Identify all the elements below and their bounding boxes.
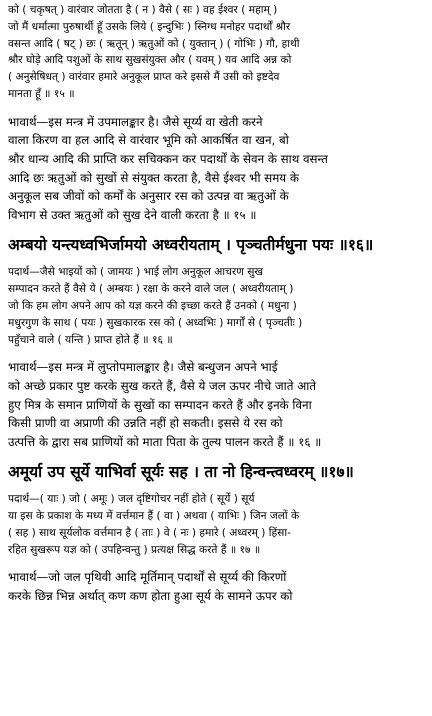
mantra-17: अमूर्या उप सूर्ये याभिर्वा सूर्यः सह । ता नो हिन्वन्त्वध्वरम् ॥१७॥	[8, 463, 354, 482]
text-line: ( अनुसेषिधत् ) वारंवार हमारे अनुकूल प्राप्त करे इससे मैं उसी को इष्टदेव	[8, 71, 280, 84]
text-line: मधुरगुण के साथ ( पयः ) सुखकारक रस को ( अध्वभिः ) मार्गों से ( पृञ्चतीः )	[8, 316, 303, 329]
text-line: को अच्छे प्रकार पुष्ट करके सुख करते हैं, वैसे ये जल ऊपर नीचे जाते आते	[8, 378, 316, 393]
text-line: जो मैं धर्मात्मा पुरुषार्थी हूँ उसके लिये ( इन्दुभिः ) स्निग्ध मनोहर पदार्थों श्रौर	[8, 20, 291, 33]
text-line: मानता हूँ ॥ १५ ॥	[8, 87, 75, 100]
text-line: जो कि हम लोग अपने आप को यज्ञ करने की इच्छा करते हैं उनको ( मधुना )	[8, 299, 297, 312]
text-line: सम्पादन करते हैं वैसे ये ( अम्बयः ) रक्षा के करने वाले जल ( अध्वरीयताम् )	[8, 283, 294, 296]
text-line: को ( चकृषत् ) वारंवार जोतता है ( न ) वैसे ( सः ) वह ईश्वर ( महाम् )	[8, 4, 278, 16]
text-line: भावार्थ—इस मन्त्र में उपमालङ्कार है। जैसे सूर्य्य वा खेती करने	[8, 114, 263, 129]
bhavartha-15	[8, 113, 424, 225]
padartha-15-continuation	[8, 2, 424, 103]
text-line: पदार्थ—जैसे भाइयों को ( जामयः ) भाई लोग अनुकूल आचरण सुख	[8, 266, 264, 279]
mantra-16: अम्बयो यन्त्यध्वभिर्जामयो अध्वरीयताम् । पृञ्चतीर्मधुना पयः ॥१६॥	[8, 236, 374, 255]
text-line: भावार्थ—जो जल पृथिवी आदि मूर्तिमान् पदार्थों से सूर्य्य की किरणों	[8, 570, 287, 585]
text-line: वाला किरण वा हल आदि से वारंवार भूमि को आकर्षित वा खन, बो	[8, 133, 289, 148]
text-line: आदि छः ऋतुओं को सुखों से संयुक्त करता है, वैसे ईश्वर भी समय के	[8, 170, 299, 185]
text-line: हुए मित्र के समान प्राणियों के सुखों का सम्पादन करते हैं और इनके विना	[8, 397, 312, 412]
text-line: करके छिन्न भिन्न अर्थात् कण कण होता हुआ सूर्य के सामने ऊपर को	[8, 589, 293, 604]
text-line: विभाग से उक्त ऋतुओं को सुख देने वाली करता है ॥ १५ ॥	[8, 207, 257, 222]
text-line: वसन्त आदि ( षट् ) छः ( ऋतून् ) ऋतुओं को ( युक्तान् ) ( गोभिः ) गौ, हाथी	[8, 37, 300, 50]
text-line: या इस के प्रकाश के मध्य में वर्त्तमान हैं ( वा ) अथवा ( याभिः ) जिन जलों के	[8, 510, 300, 523]
text-line: ( सह ) साथ सूर्यलोक वर्त्तमान है ( ताः ) वे ( नः ) हमारे ( अध्वरम् ) हिंसा-	[8, 526, 291, 539]
text-line: पदार्थ—( याः ) जो ( अमूः ) जल दृष्टिगोचर नहीं होते ( सूर्ये ) सूर्य	[8, 493, 255, 506]
padartha-16	[8, 264, 424, 348]
text-line: भावार्थ—इस मन्त्र में लुप्तोपमालङ्कार है। जैसे बन्धुजन अपने भाई	[8, 360, 278, 375]
bhavartha-16	[8, 358, 424, 451]
text-line: पहुँचाने वाले ( यन्ति ) प्राप्त होते हैं ॥ १६ ॥	[8, 333, 173, 346]
text-line: रहित सुखरूप यज्ञ को ( उपहिन्वन्तु ) प्रत्यक्ष सिद्ध करते हैं ॥ १७ ॥	[8, 543, 261, 556]
text-line: उत्पत्ति के द्वारा सब प्राणियों को माता पिता के तुल्य पालन करते हैं ॥ १६ ॥	[8, 434, 322, 449]
text-line: श्रौर घोड़े आदि पशुओं के साथ सुखसंयुक्त और ( यवम् ) यव आदि अन्न को	[8, 54, 292, 67]
text-line: श्रौर धान्य आदि की प्राप्ति कर सचिक्कन कर पदार्थों के सेवन के साथ वसन्त	[8, 151, 328, 166]
text-line: किसी प्राणी वा अप्राणी की उन्नति नहीं हो सकती। इससे ये रस को	[8, 416, 283, 431]
text-line: अनुकूल सब जीवों को कर्मों के अनुसार रस को उत्पन्न वा ऋतुओं के	[8, 189, 289, 204]
bhavartha-17	[8, 568, 424, 605]
padartha-17	[8, 491, 424, 558]
